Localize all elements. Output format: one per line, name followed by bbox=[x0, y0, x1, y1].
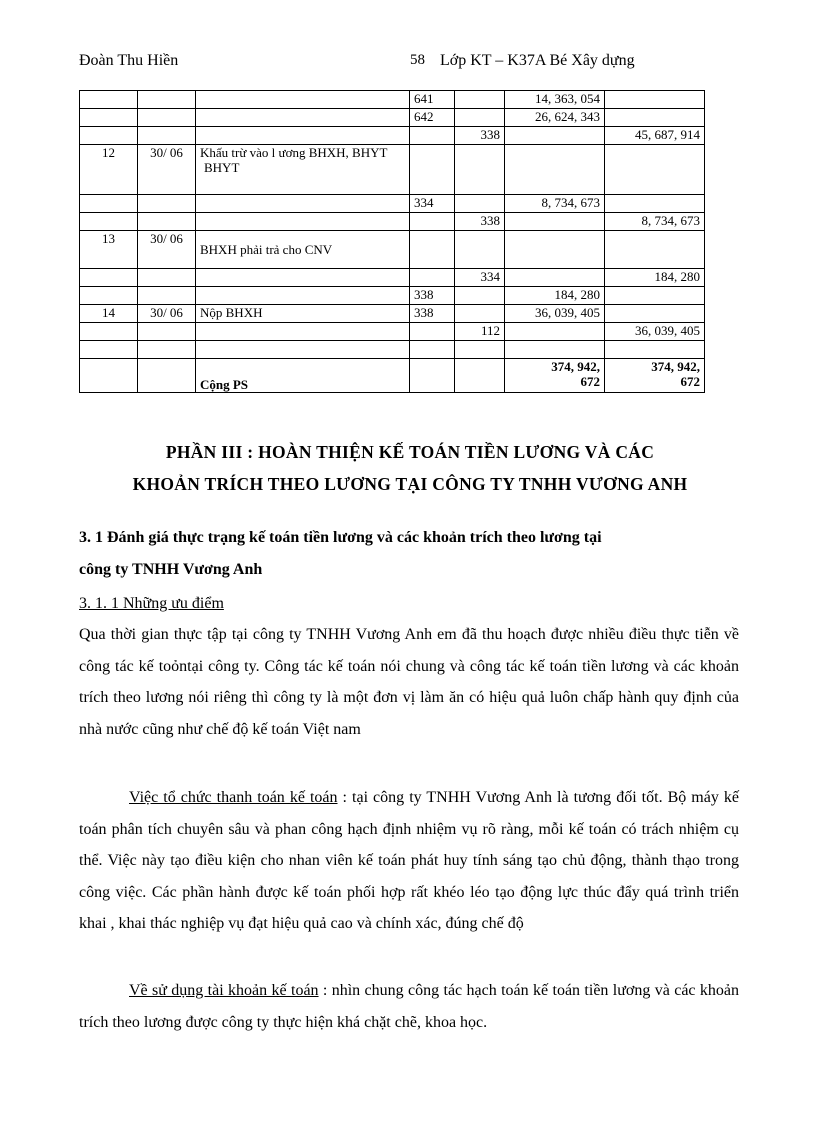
total-debit bbox=[505, 359, 605, 393]
total-debit-line1: 374, 942, bbox=[551, 359, 600, 374]
cell-credit-acct: 334 bbox=[455, 269, 505, 287]
cell-credit-acct: 338 bbox=[455, 127, 505, 145]
cell-date bbox=[138, 109, 196, 127]
cell-credit-amt bbox=[605, 305, 705, 323]
cell-debit-amt bbox=[505, 127, 605, 145]
part-heading-line1: PHẦN III : HOÀN THIỆN KẾ TOÁN TIỀN LƯƠNG VÀ CÁC bbox=[165, 442, 655, 462]
cell-debit-acct bbox=[410, 341, 455, 359]
part-heading-line2: KHOẢN TRÍCH THEO LƯƠNG TẠI CÔNG TY TNHH VƯƠNG ANH bbox=[132, 474, 688, 494]
table-row bbox=[80, 269, 705, 287]
cell-credit-acct bbox=[455, 231, 505, 269]
cell-credit-amt: 184, 280 bbox=[605, 269, 705, 287]
cell-desc bbox=[196, 213, 410, 231]
paragraph-accounts-usage-body: : nhìn chung công tác hạch toán kế toán tiền lương và các khoản trích theo lương được công ty thực hiện khá chặt chẽ, khoa học. bbox=[79, 982, 740, 1031]
cell-credit-acct bbox=[455, 341, 505, 359]
cell-date: 30/ 06 bbox=[138, 145, 196, 195]
cell-no bbox=[80, 213, 138, 231]
cell-debit-amt: 36, 039, 405 bbox=[505, 305, 605, 323]
cell-desc bbox=[196, 323, 410, 341]
cell-debit-amt: 184, 280 bbox=[505, 287, 605, 305]
section-title-line1: 3. 1 Đánh giá thực trạng kế toán tiền lương và các khoản trích theo lương tại bbox=[79, 529, 602, 546]
table-row bbox=[80, 323, 705, 341]
total-label: Cộng PS bbox=[196, 359, 410, 393]
total-credit-line1: 374, 942, bbox=[651, 359, 700, 374]
cell-no bbox=[80, 127, 138, 145]
table-row bbox=[80, 145, 705, 195]
total-credit-line2: 672 bbox=[680, 374, 700, 389]
cell-debit-acct: 334 bbox=[410, 195, 455, 213]
cell-credit-acct: 112 bbox=[455, 323, 505, 341]
cell-debit-amt bbox=[505, 213, 605, 231]
cell-debit-amt bbox=[505, 341, 605, 359]
cell-debit-amt bbox=[505, 231, 605, 269]
cell-debit-amt bbox=[505, 323, 605, 341]
cell-desc bbox=[196, 91, 410, 109]
cell-debit-acct bbox=[410, 231, 455, 269]
cell-credit-amt bbox=[605, 341, 705, 359]
paragraph-payment-org-title: Việc tổ chức thanh toán kế toán bbox=[129, 789, 338, 806]
cell-credit-amt bbox=[605, 287, 705, 305]
subsection-title: 3. 1. 1 Những ưu điểm bbox=[79, 595, 224, 612]
table-row bbox=[80, 127, 705, 145]
section-title-line2: công ty TNHH Vương Anh bbox=[79, 561, 263, 578]
cell-credit-amt bbox=[605, 231, 705, 269]
cell-date bbox=[138, 91, 196, 109]
cell-no bbox=[80, 323, 138, 341]
cell-debit-acct: 642 bbox=[410, 109, 455, 127]
cell-debit-acct bbox=[410, 127, 455, 145]
cell-credit-acct bbox=[455, 109, 505, 127]
total-row bbox=[80, 359, 705, 393]
cell-no bbox=[80, 195, 138, 213]
cell-debit-acct bbox=[410, 213, 455, 231]
ledger-table bbox=[79, 90, 705, 393]
cell-credit-amt bbox=[605, 91, 705, 109]
cell-date bbox=[138, 127, 196, 145]
header-author: Đoàn Thu Hiền bbox=[79, 52, 179, 69]
cell-credit-amt bbox=[605, 195, 705, 213]
table-row bbox=[80, 213, 705, 231]
cell-no: 14 bbox=[80, 305, 138, 323]
cell-date: 30/ 06 bbox=[138, 231, 196, 269]
cell-date bbox=[138, 213, 196, 231]
cell-desc bbox=[196, 341, 410, 359]
table-row bbox=[80, 231, 705, 269]
total-debit-line2: 672 bbox=[580, 374, 600, 389]
cell-date: 30/ 06 bbox=[138, 305, 196, 323]
cell-desc bbox=[196, 287, 410, 305]
cell-date bbox=[138, 323, 196, 341]
cell-desc bbox=[196, 109, 410, 127]
cell-debit-acct bbox=[410, 145, 455, 195]
cell-no bbox=[80, 287, 138, 305]
cell-credit-acct: 338 bbox=[455, 213, 505, 231]
cell-desc-line: Khấu trừ vào l ương BHXH, BHYT bbox=[200, 145, 388, 160]
cell-date bbox=[138, 341, 196, 359]
paragraph-payment-org-body: : tại công ty TNHH Vương Anh là tương đối tốt. Bộ máy kế toán phân tích chuyên sâu và phan công hạch định nhiệm vụ rõ ràng, mỗi kế toán có trách nhiệm cụ thể. Việc này tạo điều kiện cho nhan viên kế toán phát huy tính sáng tạo chủ động, thành thạo trong công việc. Các phần hành được kế toán phối hợp rất khéo léo tạo động lực thúc đẩy quá trình triển khai , khai thác nghiệp vụ đạt hiệu quả cao và chính xác, đúng chế độ bbox=[79, 789, 739, 933]
table-row bbox=[80, 91, 705, 109]
cell-credit-acct bbox=[455, 145, 505, 195]
cell-date bbox=[138, 195, 196, 213]
cell-desc bbox=[196, 127, 410, 145]
cell-credit-amt: 45, 687, 914 bbox=[605, 127, 705, 145]
cell-credit-amt: 8, 734, 673 bbox=[605, 213, 705, 231]
cell-desc bbox=[196, 269, 410, 287]
total-credit bbox=[605, 359, 705, 393]
cell-desc bbox=[196, 145, 410, 195]
cell-desc: BHXH phải trả cho CNV bbox=[196, 231, 410, 269]
table-row bbox=[80, 195, 705, 213]
table-row bbox=[80, 341, 705, 359]
cell-debit-acct: 338 bbox=[410, 287, 455, 305]
cell-desc bbox=[196, 195, 410, 213]
paragraph-accounts-usage-title: Về sử dụng tài khoản kế toán bbox=[129, 982, 319, 999]
cell-no: 12 bbox=[80, 145, 138, 195]
cell-debit-acct bbox=[410, 269, 455, 287]
cell-no bbox=[80, 269, 138, 287]
cell-debit-acct: 338 bbox=[410, 305, 455, 323]
cell-date bbox=[138, 269, 196, 287]
cell-no bbox=[80, 109, 138, 127]
paragraph-accounts-usage bbox=[79, 975, 739, 1038]
cell-desc-line: BHYT bbox=[204, 160, 240, 175]
page-number: 58 bbox=[410, 52, 425, 68]
cell-debit-acct bbox=[410, 323, 455, 341]
cell-credit-acct bbox=[455, 287, 505, 305]
cell-no bbox=[80, 91, 138, 109]
cell-debit-amt: 14, 363, 054 bbox=[505, 91, 605, 109]
cell-no: 13 bbox=[80, 231, 138, 269]
cell-debit-acct: 641 bbox=[410, 91, 455, 109]
cell-desc: Nộp BHXH bbox=[196, 305, 410, 323]
header-class-info: Lớp KT – K37A Bé Xây dựng bbox=[440, 52, 635, 69]
cell-debit-amt: 26, 624, 343 bbox=[505, 109, 605, 127]
cell-credit-acct bbox=[455, 91, 505, 109]
cell-debit-amt bbox=[505, 269, 605, 287]
cell-credit-amt bbox=[605, 145, 705, 195]
cell-debit-amt bbox=[505, 145, 605, 195]
table-row bbox=[80, 109, 705, 127]
cell-credit-amt bbox=[605, 109, 705, 127]
cell-credit-acct bbox=[455, 305, 505, 323]
ledger-body bbox=[80, 91, 705, 393]
cell-credit-amt: 36, 039, 405 bbox=[605, 323, 705, 341]
cell-no bbox=[80, 341, 138, 359]
cell-debit-amt: 8, 734, 673 bbox=[505, 195, 605, 213]
paragraph-payment-org bbox=[79, 782, 739, 940]
paragraph-advantages: Qua thời gian thực tập tại công ty TNHH Vương Anh em đã thu hoạch được nhiều điều thực tiễn về công tác kế toỏntại công ty. Công tác kế toán nói chung và công tác kế toán tiền lương và các khoản trích theo lương nói riêng thì công ty là một đơn vị làm ăn có hiệu quả luôn chấp hành quy định của nhà nước cũng như chế độ kế toán Việt nam bbox=[79, 626, 739, 738]
table-row bbox=[80, 287, 705, 305]
cell-credit-acct bbox=[455, 195, 505, 213]
cell-date bbox=[138, 287, 196, 305]
table-row bbox=[80, 305, 705, 323]
